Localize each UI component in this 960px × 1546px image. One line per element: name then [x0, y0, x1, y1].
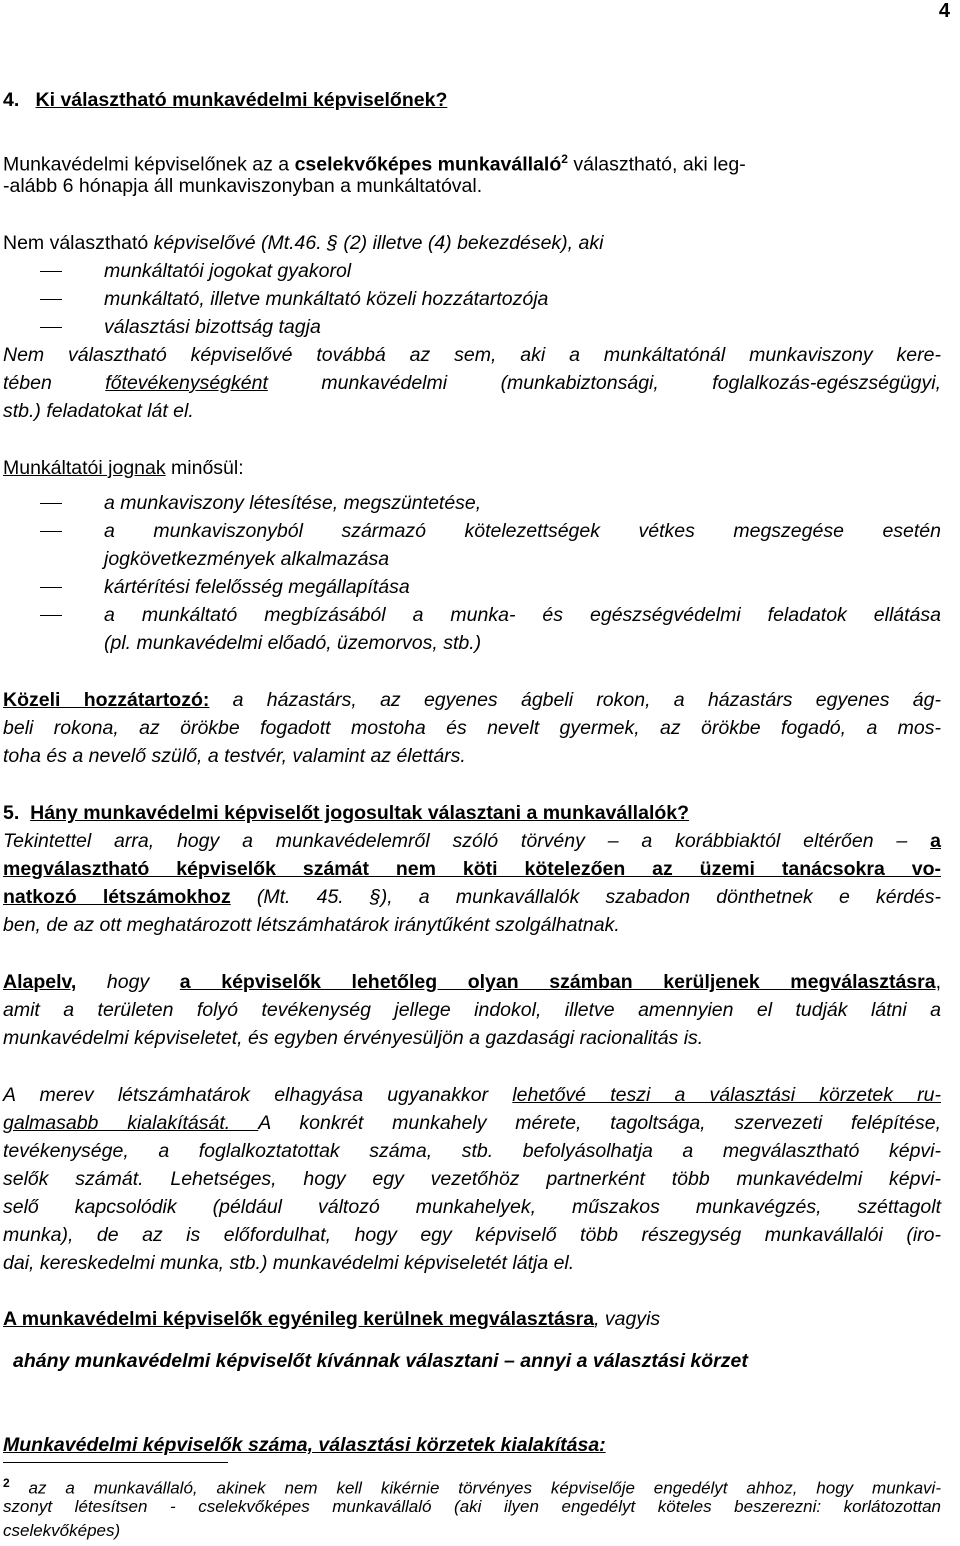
- s5-p1-line4: ben, de az ott meghatározott létszámhatárok iránytűként szolgálhatnak.: [3, 914, 620, 936]
- s4-p4-line3: toha és a nevelő szülő, a testvér, valamint az élettárs.: [3, 745, 466, 767]
- s5-p6-heading: Munkavédelmi képviselők száma, választási körzetek kialakítása:: [3, 1434, 606, 1456]
- s4-p2-after1: Nem választható képviselővé továbbá az sem, aki a munkáltatónál munkaviszony kere-: [3, 344, 941, 366]
- dash-bullet: [40, 587, 62, 588]
- s5-p3-line2: galmasabb kialakítását. A konkrét munkahely mérete, tagoltsága, szervezeti felépítése,: [3, 1112, 941, 1134]
- s5-p5: ahány munkavédelmi képviselőt kívánnak választani – annyi a választási körzet: [13, 1350, 748, 1372]
- s4-p3-heading: Munkáltatói jognak minősül:: [3, 457, 244, 479]
- footnote-mark: 2: [3, 1476, 10, 1490]
- s5-p3-line4: selők számát. Lehetséges, hogy egy vezetőhöz partnerként több munkavédelmi képvi-: [3, 1168, 941, 1190]
- s4-p2-after2: tében főtevékenységként munkavédelmi (munkabiztonsági, foglalkozás-egészségügyi,: [3, 372, 942, 394]
- s4-p3-item4-cont: (pl. munkavédelmi előadó, üzemorvos, stb.): [104, 632, 482, 654]
- section-4-title: Ki választható munkavédelmi képviselőnek?: [35, 89, 448, 111]
- dash-bullet: [40, 503, 62, 504]
- s5-p4: A munkavédelmi képviselők egyénileg kerülnek megválasztásra, vagyis: [3, 1308, 661, 1330]
- footnote-ref: 2: [561, 152, 568, 166]
- s4-p3-item4: a munkáltató megbízásából a munka- és egészségvédelmi feladatok ellátása: [104, 604, 941, 626]
- s5-p3-line7: dai, kereskedelmi munka, stb.) munkavédelmi képviseletét látja el.: [3, 1252, 575, 1274]
- s4-p3-item2: a munkaviszonyból származó kötelezettségek vétkes megszegése esetén: [104, 520, 941, 542]
- s5-p3-line3: tevékenysége, a foglalkoztatottak száma, stb. befolyásolhatja a megválasztható képvi-: [3, 1140, 941, 1162]
- dash-bullet: [40, 531, 62, 532]
- s4-p4-line2: beli rokona, az örökbe fogadott mostoha és nevelt gyermek, az örökbe fogadó, a mos-: [3, 717, 941, 739]
- page-number: 4: [938, 0, 950, 22]
- s4-p1-line1: Munkavédelmi képviselőnek az a cselekvőképes munkavállaló$^2$ választható, aki leg-: [3, 152, 746, 176]
- s4-p3-item3: kártérítési felelősség megállapítása: [104, 576, 410, 598]
- s4-p2-line1: Nem választható képviselővé (Mt.46. § (2) illetve (4) bekezdések), aki: [3, 232, 604, 254]
- s4-p4-line1: Közeli hozzátartozó: a házastárs, az egyenes ágbeli rokon, a házastárs egyenes ág-: [3, 689, 941, 711]
- s4-p2-item1: munkáltatói jogokat gyakorol: [104, 260, 352, 282]
- section-4-number: 4.: [3, 89, 20, 111]
- s5-p2-line2: amit a területen folyó tevékenység jellege indokol, illetve amennyien el tudják látni a: [3, 999, 941, 1021]
- s4-p2-after3: stb.) feladatokat lát el.: [3, 400, 194, 422]
- footnote-line3: cselekvőképes): [3, 1521, 121, 1540]
- section-5-title: Hány munkavédelmi képviselőt jogosultak választani a munkavállalók?: [30, 802, 690, 824]
- section-5-number: 5.: [3, 802, 20, 824]
- s5-p3-line1: A merev létszámhatárok elhagyása ugyanakkor lehetővé teszi a választási körzetek ru-: [3, 1084, 941, 1106]
- footnote-line2: szonyt létesítsen - cselekvőképes munkavállaló (aki ilyen engedélyt köteles beszerezni: korlátozottan: [3, 1497, 941, 1516]
- section-4-heading: [3, 86, 447, 114]
- cselekvokepes-term: cselekvőképes munkavállaló: [294, 153, 562, 176]
- s4-p2-item2: munkáltató, illetve munkáltató közeli hozzátartozója: [104, 288, 549, 310]
- dash-bullet: [40, 327, 62, 328]
- dash-bullet: [40, 615, 62, 616]
- s4-p1-line2: -alább 6 hónapja áll munkaviszonyban a munkáltatóval.: [3, 175, 483, 197]
- s4-p2-item3: választási bizottság tagja: [104, 316, 321, 338]
- footnote-line1: $^2$ az a munkavállaló, akinek nem kell kikérnie törvényes képviselője engedélyt ahhoz, hogy munkavi-: [3, 1476, 941, 1498]
- s5-p1-line1: Tekintettel arra, hogy a munkavédelemről szóló törvény – a korábbiaktól eltérően – a: [3, 830, 941, 852]
- s5-p1-line2: megválasztható képviselők számát nem köti kötelezően az üzemi tanácsokra vo-: [3, 858, 941, 880]
- footnote-separator: [3, 1462, 228, 1463]
- s5-p2-line3: munkavédelmi képviseletet, és egyben érvényesüljön a gazdasági racionalitás is.: [3, 1027, 704, 1049]
- dash-bullet: [40, 299, 62, 300]
- s4-p3-item1: a munkaviszony létesítése, megszüntetése,: [104, 492, 482, 514]
- s4-p3-item2-cont: jogkövetkezmények alkalmazása: [104, 548, 390, 570]
- s5-p1-line3: natkozó létszámokhoz (Mt. 45. §), a munkavállalók szabadon dönthetnek e kérdés-: [3, 886, 941, 908]
- s5-p3-line6: munka), de az is előfordulhat, hogy egy képviselő több részegység munkavállalói (iro-: [3, 1224, 941, 1246]
- kozeli-hozzatartozo-term: Közeli hozzátartozó:: [3, 689, 210, 711]
- s5-p3-line5: selő kapcsolódik (például változó munkahelyek, műszakos munkavégzés, széttagolt: [3, 1196, 941, 1218]
- section-5-heading: [3, 799, 689, 827]
- dash-bullet: [40, 271, 62, 272]
- s5-p2-line1: Alapelv, hogy a képviselők lehetőleg olyan számban kerüljenek megválasztásra,: [3, 971, 941, 993]
